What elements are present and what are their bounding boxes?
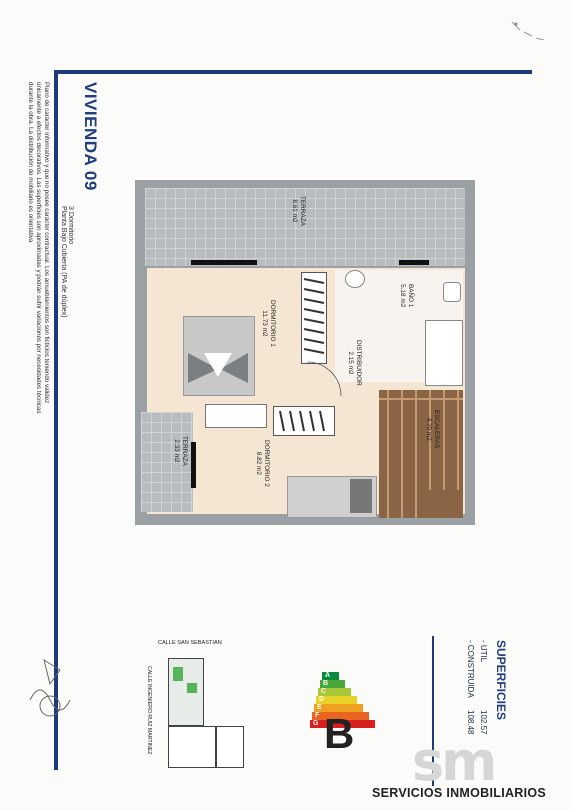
window-left: [191, 442, 196, 488]
wardrobe-dormitorio-1: [301, 272, 327, 364]
bathtub: [425, 320, 463, 386]
company-brand: SERVICIOS INMOBILIARIOS: [372, 786, 547, 800]
label-bano: BAÑO 1 5.18 m2: [399, 284, 414, 308]
corner-mark: [510, 18, 546, 40]
map-block-3: [216, 726, 244, 768]
energy-bar-c: C: [318, 688, 351, 696]
header-block: [60, 82, 100, 318]
label-dormitorio-1: DORMITORIO 1 11.73 m2: [261, 300, 276, 347]
desk: [205, 404, 267, 428]
construida-value: 108.48: [466, 710, 475, 735]
label-distribuidor: DISTRIBUIDOR 2.15 m2: [347, 340, 362, 386]
label-terraza-top: TERRAZA 8.61 m2: [291, 196, 306, 226]
window-top: [191, 260, 257, 265]
surfaces-util-row: [479, 640, 488, 734]
energy-bar-a: A: [322, 672, 339, 680]
energy-bar-d: D: [316, 696, 357, 704]
washbasin: [345, 270, 365, 288]
surfaces-block: [466, 640, 508, 734]
disclaimer-text: Plano de carácter informativo y que no posee carácter contractual. Los amueblamientos son ficticios teniendo validez únicamente a efectos decorativos. Las superficies son aproximadas y podrán sufrir variaciones por necesidades técnicas durante la obra. La distribución de mobiliario es orientativa: [26, 82, 50, 414]
util-label: - UTIL: [479, 640, 488, 663]
bed-dormitorio-2: [287, 476, 377, 518]
surfaces-title: SUPERFICIES: [494, 640, 508, 721]
frame-top-border: [58, 70, 532, 74]
energy-bar-e: E: [314, 704, 363, 712]
location-map: [150, 640, 246, 780]
subtitle-floor: Planta Bajo Cubierta (PA de dúplex): [60, 206, 67, 318]
street-label-san-sebastian: CALLE SAN SEBASTIAN: [158, 640, 222, 646]
construida-label: - CONSTRUIDA: [466, 640, 475, 698]
subtitle-dorms: 3 Dormitorio: [67, 206, 74, 245]
energy-rating: [302, 672, 372, 757]
label-terraza-bottom: TERRAZA 2.33 m2: [173, 436, 188, 466]
util-value: 102.57: [479, 710, 488, 735]
label-escaleras: ESCALERAS 4.70 m2: [425, 410, 440, 449]
page-title: VIVIENDA 09: [81, 82, 100, 191]
energy-bar-g: G: [310, 720, 375, 728]
energy-rating-letter: B: [324, 710, 355, 757]
label-dormitorio-2: DORMITORIO 2 8.82 m2: [255, 440, 270, 487]
energy-bar-b: B: [320, 680, 345, 688]
floor-plan: [135, 180, 475, 525]
wardrobe-dormitorio-2: [273, 406, 335, 436]
company-logo: sm: [412, 730, 495, 793]
toilet: [443, 282, 461, 302]
window-top-2: [399, 260, 429, 265]
street-label-ingeniero: CALLE INGENIERO RUIZ MARTINEZ: [146, 666, 152, 755]
notary-seal: [20, 640, 82, 730]
stairs: [379, 390, 463, 518]
energy-bar-f: F: [312, 712, 369, 720]
map-block-1: [168, 658, 204, 726]
bed-dormitorio-1: [183, 316, 255, 396]
surfaces-construida-row: [466, 640, 475, 734]
door-swing: [305, 360, 345, 400]
map-block-2: [168, 726, 216, 768]
